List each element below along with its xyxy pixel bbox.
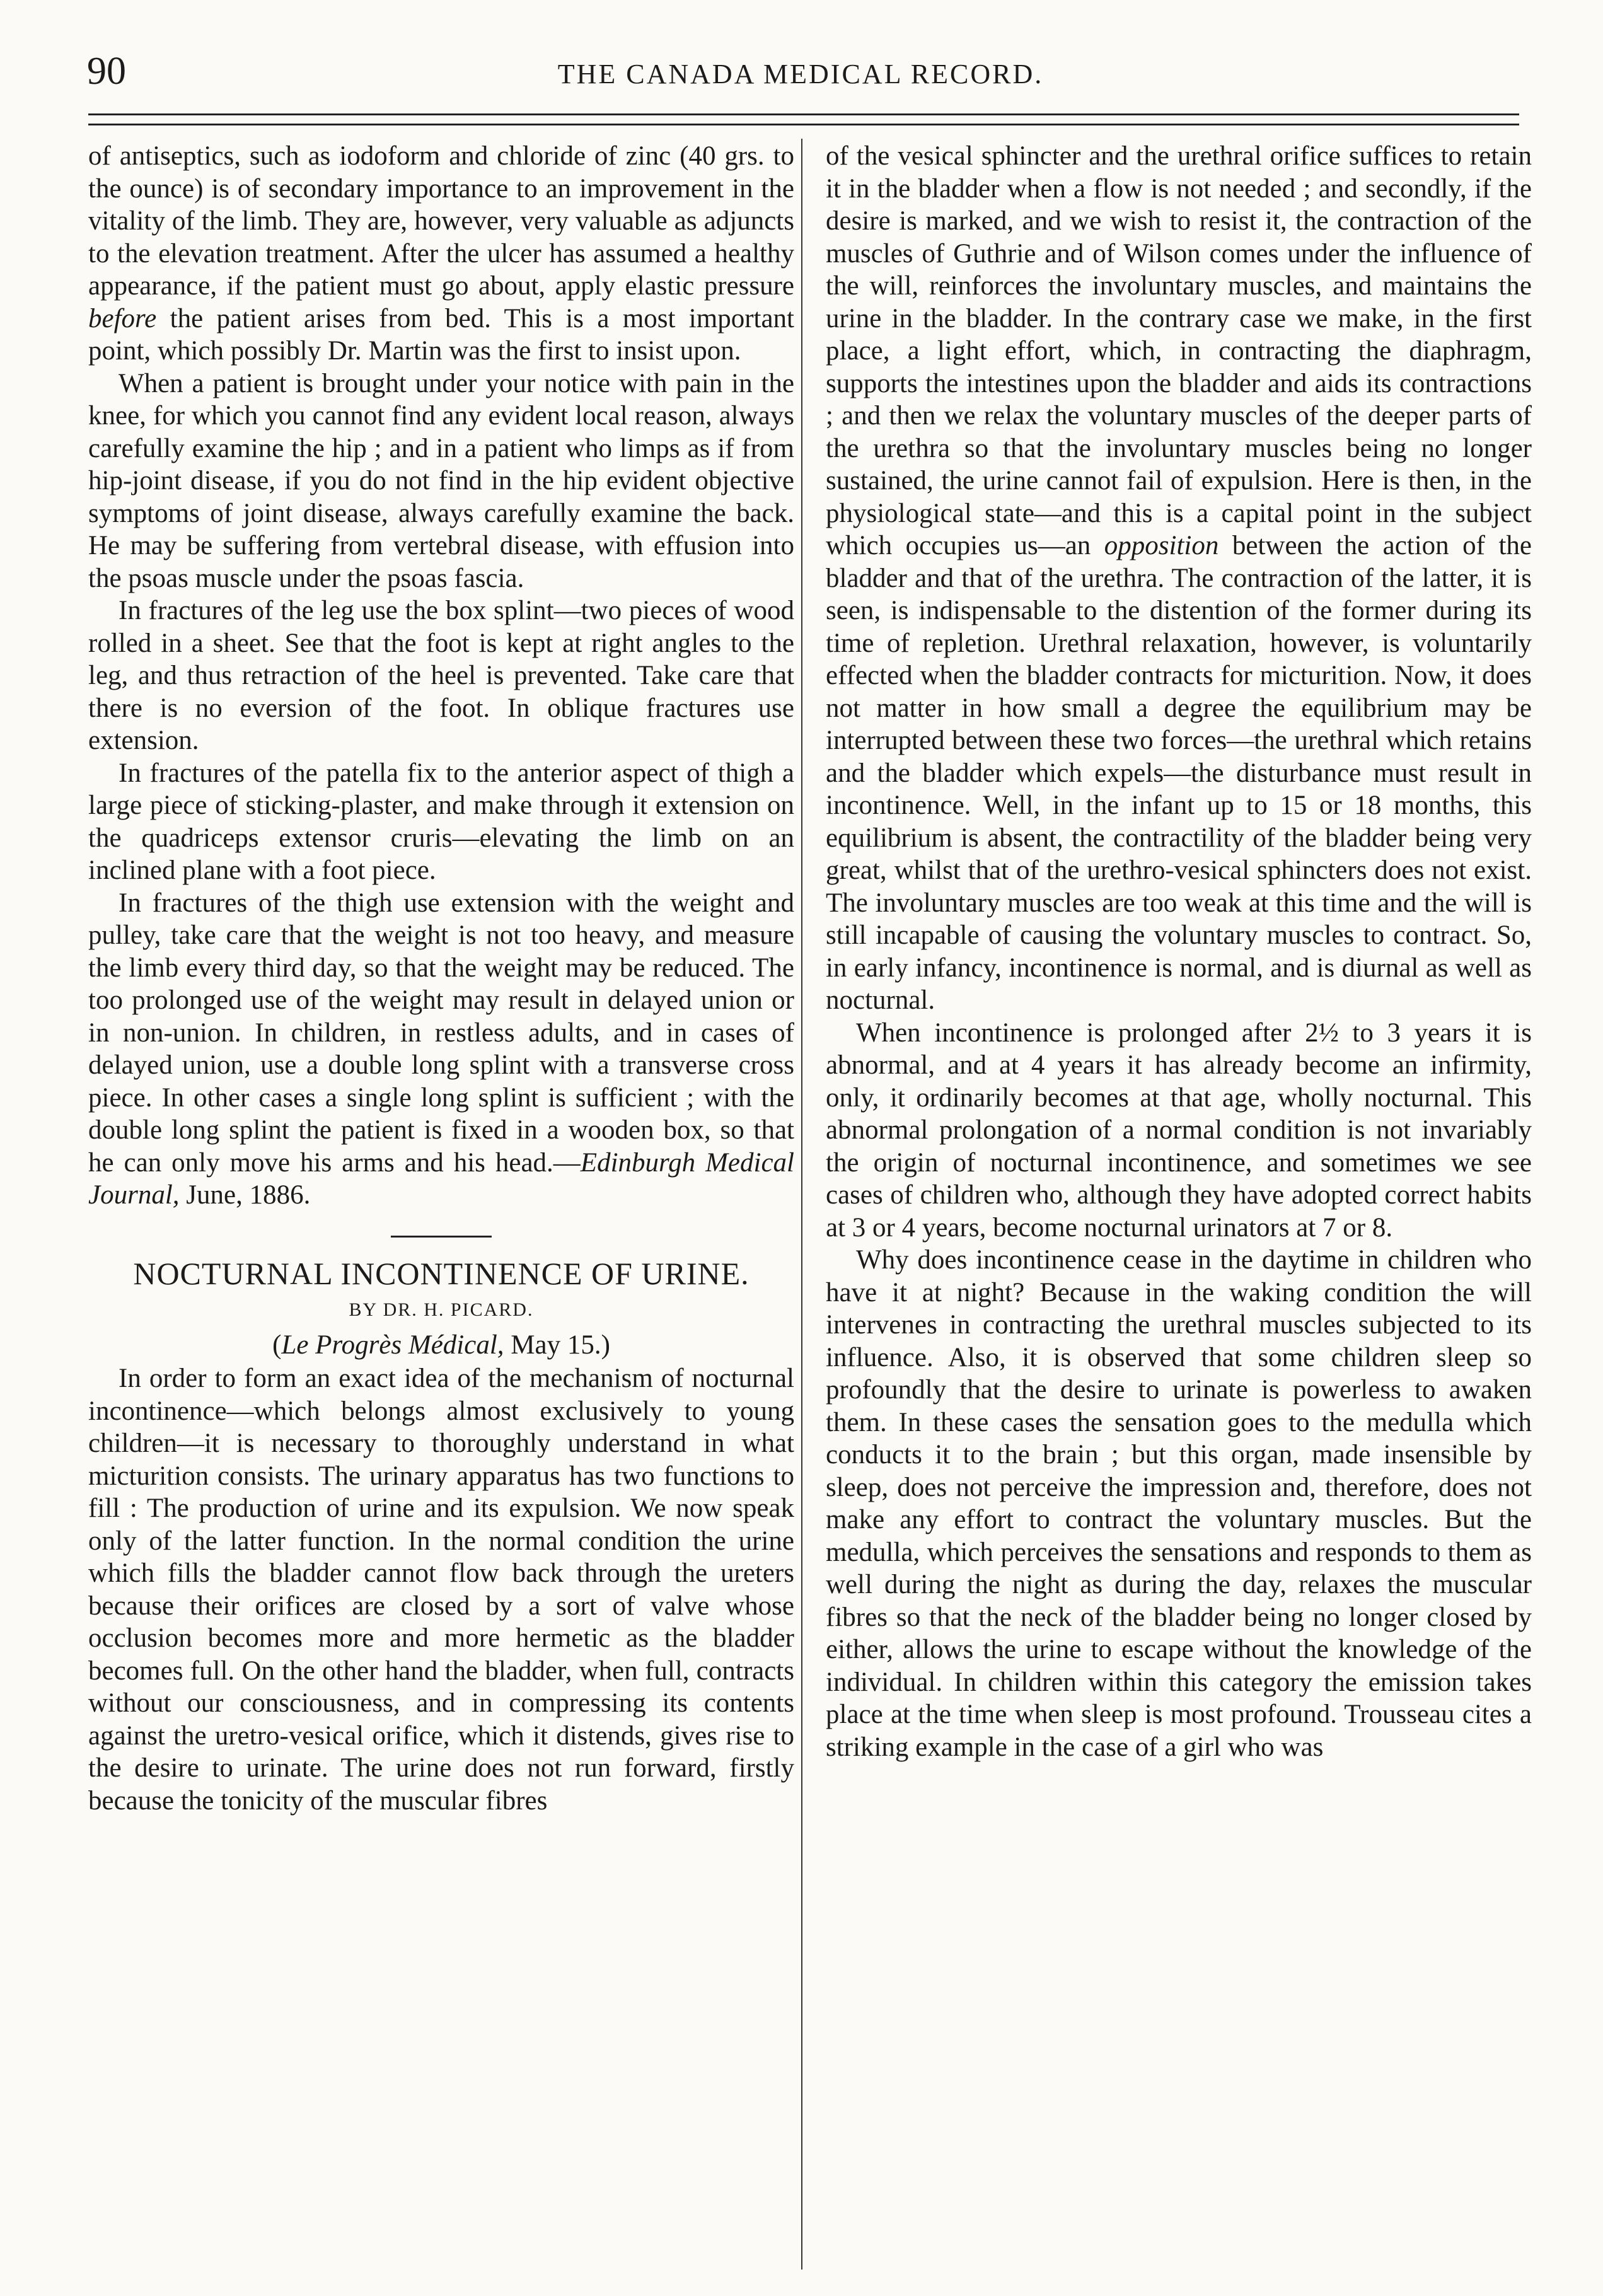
column-divider [801, 139, 802, 2270]
right-column [826, 140, 1532, 2283]
paragraph: In order to form an exact idea of the mechanism of nocturnal incontinence—which belongs almost exclusively to young children—it is necessary to thoroughly understand in what micturition consists. The urinary apparatus has two functions to fill : The production of urine and its expulsion. We now speak only of the latter function. In the normal condition the urine which fills the bladder cannot flow back through the ureters because their orifices are closed by a sort of valve whose occlusion becomes more and more hermetic as the bladder becomes full. On the other hand the bladder, when full, contracts without our consciousness, and in compressing its contents against the uretro-vesical orifice, which it distends, gives rise to the desire to urinate. The urine does not run forward, firstly because the tonicity of the muscular fibres [88, 1364, 794, 1816]
header-rule-double [88, 124, 1519, 125]
paragraph: When a patient is brought under your notice with pain in the knee, for which you cannot find any evident local reason, always carefully examine the hip ; and in a patient who limps as if from hip-joint disease, if you do not find in the hip evident objective symptoms of joint disease, always carefully examine the back. He may be suffering from vertebral disease, with effusion into the psoas muscle under the psoas fascia. [88, 368, 794, 593]
paragraph: In fractures of the leg use the box splint—two pieces of wood rolled in a sheet. See that the foot is kept at right angles to the leg, and thus retraction of the heel is prevented. Take care that there is no eversion of the foot. In oblique fractures use extension. [88, 596, 794, 755]
paragraph: In fractures of the patella fix to the anterior aspect of thigh a large piece of sticking-plaster, and make through it extension on the quadriceps extensor cruris—elevating the limb on an inclined plane with a foot piece. [88, 758, 794, 885]
running-head: THE CANADA MEDICAL RECORD. [557, 59, 1044, 90]
paragraph: When incontinence is prolonged after 2½ to 3 years it is abnormal, and at 4 years it has already become an infirmity, only, it ordinarily becomes at that age, wholly nocturnal. This abnormal prolongation of a normal condition is not invariably the origin of nocturnal incontinence, and sometimes we see cases of children who, although they have adopted correct habits at 3 or 4 years, become nocturnal urinators at 7 or 8. [826, 1018, 1532, 1243]
section-separator [391, 1236, 492, 1238]
paragraph: of antiseptics, such as iodoform and chloride of zinc (40 grs. to the ounce) is of secondary importance to an improvement in the vitality of the limb. They are, however, very valuable as adjuncts to the elevation treatment. After the ulcer has assumed a healthy appearance, if the patient must go about, apply elastic pressure before the patient arises from bed. This is a most important point, which possibly Dr. Martin was the first to insist upon. [88, 141, 794, 366]
left-column [88, 140, 794, 2283]
article-title: NOCTURNAL INCONTINENCE OF URINE. [133, 1255, 749, 1291]
paragraph: In fractures of the thigh use extension with the weight and pulley, take care that the weight is not too heavy, and measure the limb every third day, so that the weight may be reduced. The too prolonged use of the weight may result in delayed union or in non-union. In children, in restless adults, and in cases of delayed union, use a double long splint with a transverse cross piece. In other cases a single long splint is sufficient ; with the double long splint the patient is fixed in a wooden box, so that he can only move his arms and his head.—Edinburgh Medical Journal, June, 1886. [88, 888, 794, 1210]
source-citation: Edinburgh Medical Journal, [88, 1147, 794, 1210]
header-rule [88, 113, 1519, 115]
paragraph: Why does incontinence cease in the daytime in children who have it at night? Because in the waking condition the will intervenes in contracting the urethral muscles subjected to its influence. Also, it is observed that some children sleep so profoundly that the desire to urinate is powerless to awaken them. In these cases the sensation goes to the medulla which conducts it to the brain ; but this organ, made insensible by sleep, does not perceive the impression and, therefore, does not make any effort to contract the voluntary muscles. But the medulla, which perceives the sensations and responds to them as well during the night as during the day, relaxes the muscular fibres so that the neck of the bladder being no longer closed by either, allows the urine to escape without the knowledge of the individual. In children within this category the emission takes place at the time when sleep is most profound. Trousseau cites a striking example in the case of a girl who was [826, 1245, 1532, 1762]
page-header [76, 49, 1525, 100]
byline: BY DR. H. PICARD. [349, 1299, 534, 1320]
page-number: 90 [87, 50, 126, 93]
paragraph: of the vesical sphincter and the urethral orifice suffices to retain it in the bladder when a flow is not needed ; and secondly, if the desire is marked, and we wish to resist it, the contraction of the muscles of Guthrie and of Wilson comes under the influence of the will, reinforces the involuntary muscles, and maintains the urine in the bladder. In the contrary case we make, in the first place, a light effort, which, in contracting the diaphragm, supports the intestines upon the bladder and aids its contractions ; and then we relax the voluntary muscles of the deeper parts of the urethra so that the involuntary muscles being no longer sustained, the urine cannot fail of expulsion. Here is then, in the physiological state—and this is a capital point in the subject which occupies us—an opposition between the action of the bladder and that of the urethra. The contraction of the latter, it is seen, is indispensable to the distention of the former during its time of repletion. Urethral relaxation, however, is voluntarily effected when the bladder contracts for micturition. Now, it does not matter in how small a degree the equilibrium may be interrupted between these two forces—the urethral which retains and the bladder which expels—the disturbance must result in incontinence. Well, in the infant up to 15 or 18 months, this equilibrium is absent, the contractility of the bladder being very great, whilst that of the urethro-vesical sphincters does not exist. The involuntary muscles are too weak at this time and the will is still incapable of causing the voluntary muscles to contract. So, in early infancy, incontinence is normal, and is diurnal as well as nocturnal. [826, 141, 1532, 1015]
article-source: (Le Progrès Médical, May 15.) [272, 1330, 610, 1360]
emphasis: opposition [1104, 531, 1219, 560]
